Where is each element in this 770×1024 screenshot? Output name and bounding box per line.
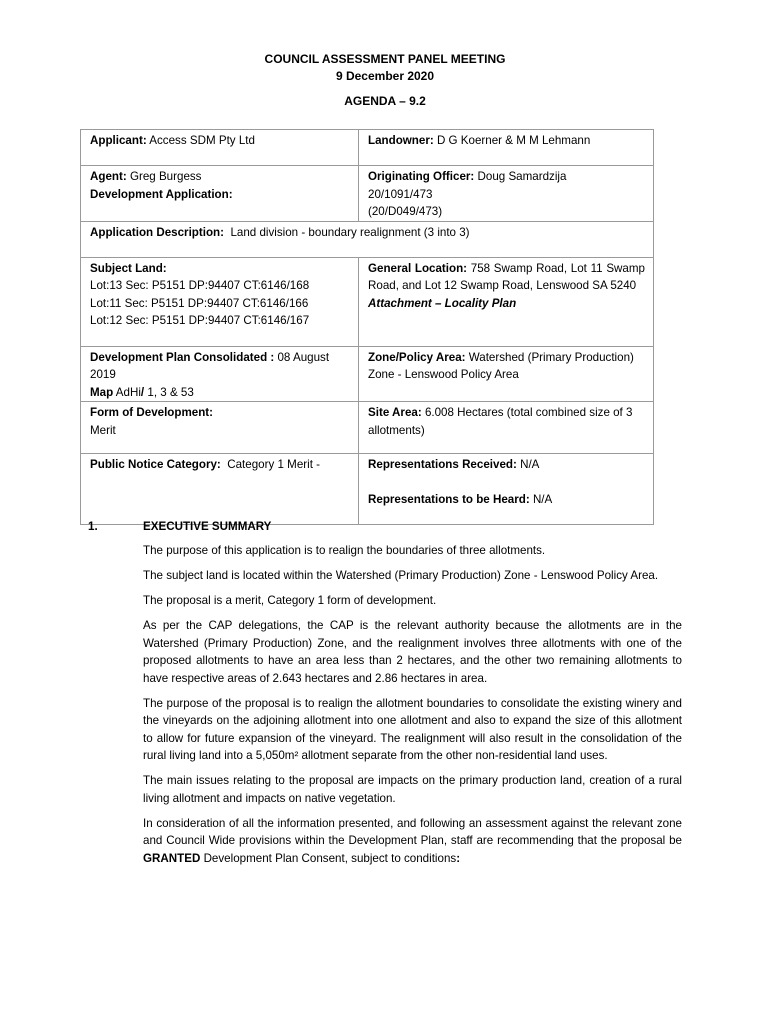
description-cell (81, 221, 654, 257)
map-line: Map AdHi/ 1, 3 & 53 (90, 385, 194, 399)
executive-summary-body (143, 542, 682, 875)
officer-cell (359, 166, 654, 222)
agent-cell (81, 166, 359, 222)
map-value: 1, 3 & 53 (147, 385, 194, 399)
site-area-cell (359, 402, 654, 454)
agenda-item: AGENDA – 9.2 (344, 94, 426, 108)
recommendation-decision: GRANTED (143, 851, 201, 865)
general-location-label: General Location: (368, 261, 468, 275)
agent-value: Greg Burgess (129, 170, 202, 183)
site-area-value: 6.008 Hectares (total combined size of 3 allotments) (368, 406, 633, 437)
development-plan-cell (81, 346, 359, 402)
summary-paragraph: The purpose of this application is to realign the boundaries of three allotments. (143, 544, 546, 557)
officer-value: Doug Samardzija (477, 170, 567, 183)
table-row (81, 130, 654, 166)
table-row (81, 221, 654, 257)
development-application-label: Development Application: (90, 187, 233, 201)
section-title: EXECUTIVE SUMMARY (143, 520, 272, 533)
summary-paragraph: As per the CAP delegations, the CAP is the relevant authority because the allotments are in the Watershed (Primary Production) Zone, and the realignment involves three allotments with one of the proposed allotments to have an area less than 2 hectares, and the other two remaining allotments to have respective areas of 2.643 hectares and 2.86 hectares in area. (143, 619, 682, 685)
public-notice-label: Public Notice Category: (90, 458, 221, 471)
description-label: Application Description: (90, 225, 224, 239)
summary-paragraph (143, 815, 682, 868)
application-reference: (20/D049/473) (368, 205, 443, 218)
attachment-link[interactable]: Attachment – Locality Plan (368, 296, 517, 310)
summary-paragraph: The proposal is a merit, Category 1 form of development. (143, 594, 437, 607)
representations-heard (368, 491, 645, 509)
zone-cell (359, 346, 654, 402)
application-number: 20/1091/473 (368, 187, 433, 201)
public-notice-value: Category 1 Merit - (227, 458, 321, 471)
meeting-title: COUNCIL ASSESSMENT PANEL MEETING (264, 52, 506, 66)
form-of-development-label: Form of Development: (90, 406, 214, 419)
section-number: 1. (88, 520, 98, 533)
subject-land-line: Lot:12 Sec: P5151 DP:94407 CT:6146/167 (90, 314, 310, 327)
summary-paragraph: The main issues relating to the proposal are impacts on the primary production land, creation of a rural living allotment and impacts on native vegetation. (143, 774, 682, 805)
applicant-label: Applicant: (90, 134, 147, 147)
representations-heard-label: Representations to be Heard: (368, 493, 530, 506)
landowner-cell (359, 130, 654, 166)
subject-land-label: Subject Land: (90, 261, 167, 275)
application-details-table (80, 129, 654, 525)
officer-line (368, 168, 645, 186)
recommendation-text: In consideration of all the information presented, and following an assessment against the relevant zone and Council Wide provisions within the Development Plan, staff are recommending that the proposal be (143, 816, 682, 847)
subject-land-cell (81, 257, 359, 346)
form-of-development-value: Merit (90, 423, 116, 437)
summary-paragraph: The subject land is located within the Watershed (Primary Production) Zone - Lenswood Policy Area. (143, 569, 659, 582)
recommendation-colon: : (456, 851, 461, 865)
representations-received-value: N/A (520, 458, 540, 471)
applicant-cell (81, 130, 359, 166)
recommendation-text-end: Development Plan Consent, subject to conditions (203, 851, 457, 865)
general-location-cell (359, 257, 654, 346)
landowner-label: Landowner: (368, 134, 434, 147)
zone-value: Watershed (Primary Production) Zone - Lenswood Policy Area (368, 350, 634, 381)
map-label: Map (90, 385, 114, 399)
form-of-development-cell (81, 402, 359, 454)
applicant-value: Access SDM Pty Ltd (149, 134, 255, 147)
officer-label: Originating Officer: (368, 170, 475, 183)
representations-received (368, 456, 645, 474)
map-code: AdHi (115, 385, 141, 399)
table-row (81, 454, 654, 525)
site-area-label: Site Area: (368, 406, 422, 419)
table-row (81, 402, 654, 454)
subject-land-line: Lot:13 Sec: P5151 DP:94407 CT:6146/168 (90, 279, 310, 292)
general-location (368, 260, 645, 295)
table-row (81, 166, 654, 222)
summary-paragraph: The purpose of the proposal is to realign the allotment boundaries to consolidate the existing winery and the vineyards on the adjoining allotment into one allotment and also to expand the size of this allotment to allow for future expansion of the vineyard. The realignment will also result in the consolidation of the rural living land into a 5,050m² allotment separate from the other non-residential land uses. (143, 696, 682, 762)
development-plan-value: 08 August 2019 (90, 350, 330, 381)
public-notice-cell (81, 454, 359, 525)
agent-line (90, 168, 350, 186)
representations-heard-value: N/A (532, 493, 553, 506)
landowner-value: D G Koerner & M M Lehmann (436, 134, 591, 147)
table-row (81, 257, 654, 346)
description-value: Land division - boundary realignment (3 into 3) (230, 225, 470, 239)
development-plan-line (90, 349, 350, 384)
zone-label: Zone/Policy Area: (368, 350, 466, 364)
representations-received-label: Representations Received: (368, 458, 517, 471)
development-plan-label: Development Plan Consolidated : (90, 350, 275, 364)
representations-cell (359, 454, 654, 525)
meeting-date: 9 December 2020 (335, 69, 435, 83)
general-location-value: 758 Swamp Road, Lot 11 Swamp Road, and Lot 12 Swamp Road, Lenswood SA 5240 (368, 261, 645, 292)
subject-land-line: Lot:11 Sec: P5151 DP:94407 CT:6146/166 (90, 296, 309, 310)
agent-label: Agent: (90, 170, 127, 183)
table-row (81, 346, 654, 402)
